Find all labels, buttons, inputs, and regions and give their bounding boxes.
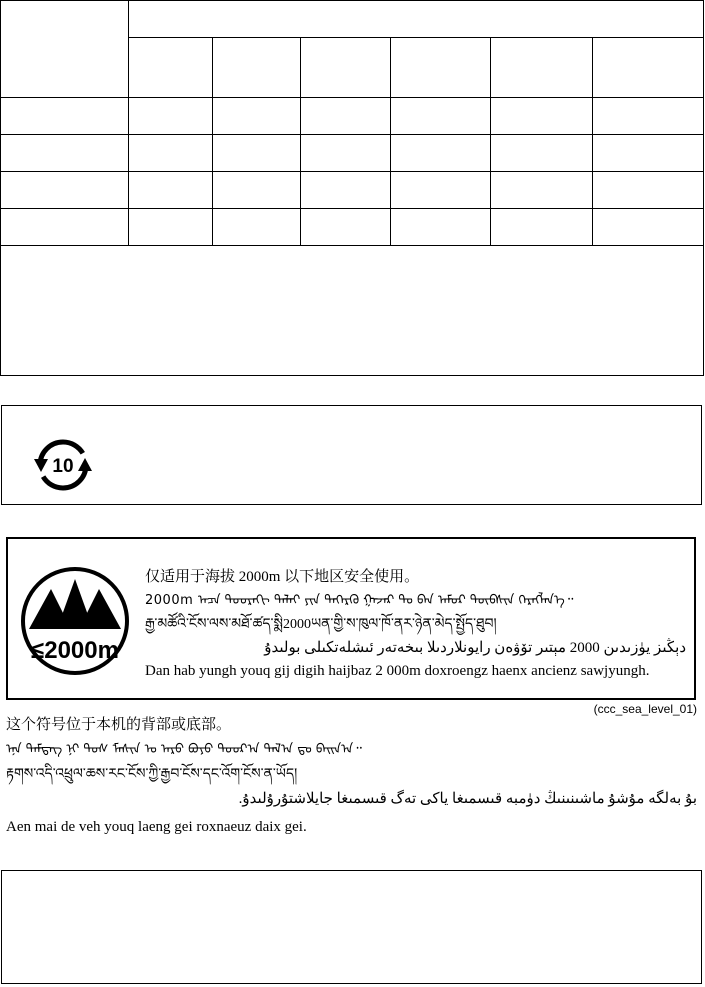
altitude-text-tibetan: རྒྱ་མཚོའི་ངོས་ལས་མཐོ་ཚད་སྨི2000ཡན་གྱི་ས་ཁུལ་ཁོ་ནར་ཉེན་མེད་སྤྱོད་ཐུབ། (145, 617, 497, 632)
location-note-uyghur: بۇ بەلگە مۇشۇ ماشىنىنىڭ دۈمبە قىسمىغا ياكى تەگ قىسمىغا جايلاشتۇرۇلىدۇ. (238, 791, 697, 807)
table-header-cell (491, 38, 593, 98)
altitude-text-uyghur: دېڭىز يۈزىدىن 2000 مېتىر تۆۋەن رايونلاردىلا بىخەتەر ئىشلەتكىلى بولىدۇ (264, 640, 686, 656)
altitude-text-zh: 仅适用于海拔 2000m 以下地区安全使用。 (145, 569, 420, 585)
table-header-cell (301, 38, 391, 98)
table-header-cell (593, 38, 704, 98)
table-header-cell (213, 38, 301, 98)
table-row (1, 172, 704, 209)
location-note-zh: 这个符号位于本机的背部或底部。 (6, 717, 232, 733)
location-note-mongolian: ᠡᠨᠡ ᠲᠡᠮᠳᠡᠭ ᠨᠢ ᠲᠤᠰ ᠮᠠᠰᠢᠨ ᠤ ᠠᠷᠤ ᠪᠤᠶᠤ ᠳᠤᠤᠷ᠎ᠠ ᠲᠠᠯ᠎ᠠ ᠳᠤ ᠪᠠᠢᠨ᠎ᠠ᠃ (6, 742, 362, 757)
epup-period-text: 10 (52, 456, 74, 477)
location-note-zhuang: Aen mai de veh youq laeng gei roxnaeuz daix gei. (6, 819, 307, 835)
altitude-warning-box (6, 537, 696, 700)
altitude-text-zhuang: Dan hab yungh youq gij digih haijbaz 2 000m doxroengz haenx ancienz sawjyungh. (145, 663, 650, 679)
bottom-empty-box (1, 870, 702, 984)
table-row (1, 209, 704, 246)
table-row (1, 98, 704, 135)
table-footnote-cell (1, 246, 704, 376)
hazard-table (0, 0, 704, 376)
altitude-text-mongolian: 2000m ᠠᠴᠠ ᠳᠣᠣᠷᠠᠬᠢ ᠳᠠᠯᠠᠢ ᠶᠢᠨ ᠲᠡᠭᠡᠷᠭᠦ ᠭᠠᠵᠠᠷ ᠲᠤ ᠪᠠᠨ ᠠᠮᠤᠷ ᠲᠦᠪᠰᠢᠨ ᠬᠡᠷᠡᠭᠯᠡᠨ᠎ᠡ᠃ (145, 593, 574, 608)
altitude-2000m-icon (19, 565, 131, 677)
altitude-icon-text: ≤2000m (31, 637, 119, 664)
table-row (1, 135, 704, 172)
location-note-tibetan: རྟགས་འདི་འཕྲུལ་ཆས་རང་ངོས་ཀྱི་རྒྱབ་ངོས་དང་འོག་ངོས་ན་ཡོད། (6, 767, 298, 782)
epup-10-icon (31, 433, 95, 497)
figure-caption: (ccc_sea_level_01) (593, 702, 697, 716)
table-header-cell (1, 1, 129, 98)
table-header-cell (129, 38, 213, 98)
table-header-cell (129, 1, 704, 38)
table-header-cell (391, 38, 491, 98)
epup-label-box (1, 405, 702, 505)
